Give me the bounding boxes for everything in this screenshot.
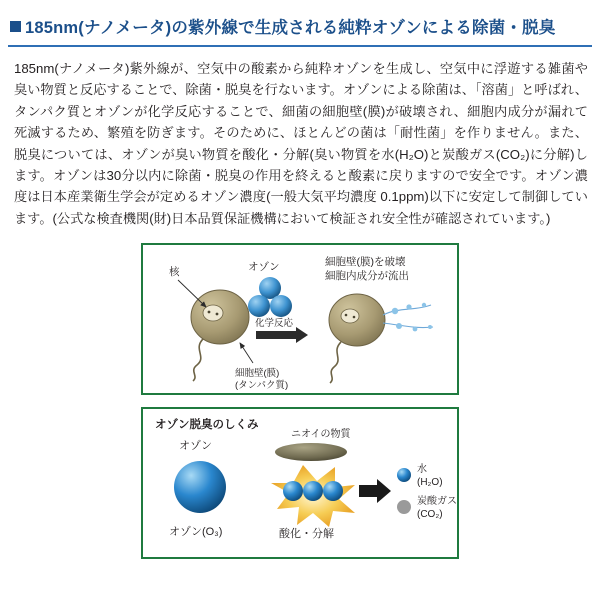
figure-stack bbox=[0, 243, 600, 559]
document-page bbox=[0, 10, 600, 610]
ozone-formula-label: オゾン(O₃) bbox=[169, 526, 223, 538]
rupture-result-line1: 細胞壁(膜)を破壊 bbox=[325, 256, 406, 268]
nucleus-label: 核 bbox=[169, 266, 180, 278]
odor-substance-group bbox=[275, 427, 351, 461]
ozone-label: オゾン bbox=[248, 261, 280, 273]
cell-wall-label-group bbox=[235, 343, 288, 391]
co2-label-line1: 炭酸ガス bbox=[417, 496, 457, 507]
cell-wall-label-line1: 細胞壁(膜) bbox=[235, 368, 280, 379]
figure-bacteria-lysis bbox=[141, 243, 459, 395]
oxidation-label: 酸化・分解 bbox=[279, 528, 334, 540]
ozone-label: オゾン bbox=[179, 440, 212, 452]
ozone-molecule-group bbox=[248, 260, 292, 317]
square-bullet-icon bbox=[10, 21, 21, 32]
water-label-line2: (H₂O) bbox=[417, 477, 443, 488]
cell-wall-label-line2: (タンパク質) bbox=[235, 380, 289, 391]
body-paragraph: 185nm(ナノメータ)紫外線が、空気中の酸素から純粋オゾンを生成し、空気中に浮遊する雑菌や臭い物質と反応することで、除菌・脱臭を行ないます。オゾンによる除菌は、「溶菌」と呼ばれ、タンパク質とオゾンが化学反応することで、細菌の細胞壁(膜)が破壊され、細胞内成分が漏れて死滅するため、繁殖を防ぎます。そのために、ほとんどの菌は「耐性菌」を作りません。また、脱臭については、オゾンが臭い物質を酸化・分解(臭い物質を水(H₂O)と炭酸ガス(CO₂)に分解)します。オゾンは30分以内に除菌・脱臭の作用を終えると酸素に戻りますので安全です。オゾン濃度は日本産業衛生学会が定めるオゾン濃度(一般大気平均濃度 0.1ppm)以下に安定して制御しています。(公式な検査機関(財)日本品質保証機構において検証され安全性が確認されています。) bbox=[14, 61, 588, 226]
product-co2-group bbox=[397, 494, 457, 520]
products-arrow bbox=[359, 479, 391, 503]
figure-bacteria-lysis-graphic bbox=[143, 245, 457, 393]
figure-deodorization-graphic bbox=[143, 409, 457, 557]
page-title-text: 185nm(ナノメータ)の紫外線で生成される純粋オゾンによる除菌・脱臭 bbox=[25, 19, 556, 37]
reaction-label: 化学反応 bbox=[255, 318, 294, 329]
ozone-sphere-group bbox=[169, 438, 226, 538]
water-label-line1: 水 bbox=[417, 464, 427, 475]
odor-substance-label: ニオイの物質 bbox=[291, 429, 351, 440]
rupture-result-label-group bbox=[325, 255, 409, 282]
reaction-arrow-group bbox=[255, 317, 308, 343]
page-title bbox=[8, 10, 592, 47]
deodorization-title: オゾン脱臭のしくみ bbox=[155, 419, 259, 431]
rupture-result-line2: 細胞内成分が流出 bbox=[325, 270, 409, 282]
bacteria-cell-ruptured bbox=[329, 294, 433, 383]
product-water-group bbox=[397, 462, 443, 488]
figure-deodorization bbox=[141, 407, 459, 559]
oxidation-burst-group bbox=[271, 465, 355, 540]
co2-label-line2: (CO₂) bbox=[417, 509, 443, 520]
